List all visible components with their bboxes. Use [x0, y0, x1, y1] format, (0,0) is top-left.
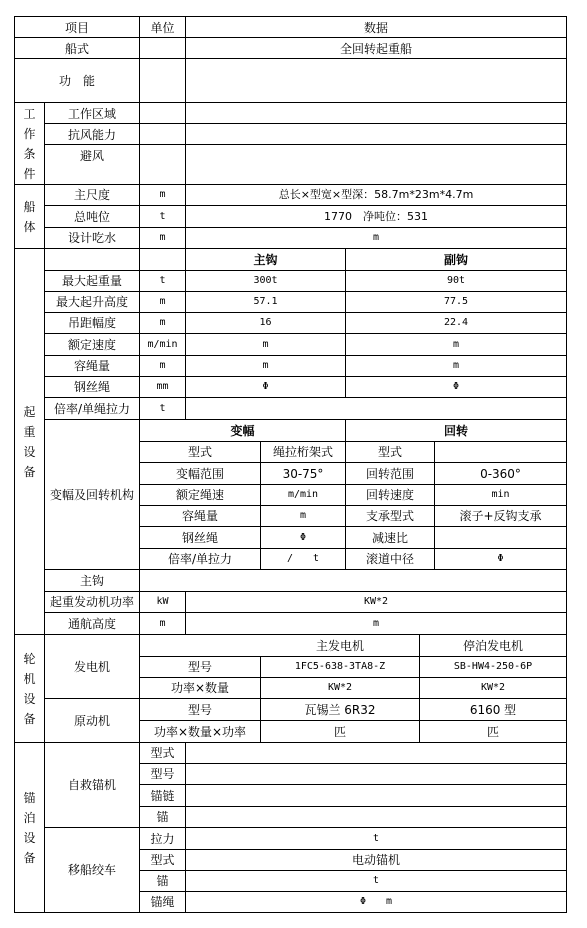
winch-row-value: Φ m: [359, 896, 393, 907]
engine-row-label: 功率×数量×功率: [153, 724, 247, 739]
crane-aux-hook-header: 副钩: [443, 252, 468, 267]
winch-row-label: 型式: [150, 853, 175, 867]
engine-group-text: 轮 机 设 备: [23, 651, 36, 726]
crane-row-aux: Φ: [452, 381, 460, 392]
crane-row-aux: m: [452, 360, 460, 371]
header-data: 数据: [363, 20, 388, 35]
header-item: 项目: [64, 20, 89, 35]
mech-left-label: 变幅范围: [175, 466, 224, 481]
engine-row-main: 1FC5-638-3TA8-Z: [294, 661, 386, 672]
crane-row-label: 倍率/单绳拉力: [53, 401, 131, 416]
mech-right-value: [435, 527, 566, 548]
generator-label: 发电机: [73, 659, 110, 674]
hull-draft-value: m: [372, 232, 380, 243]
work-group-label: [15, 103, 44, 184]
engine-row-stby: 6160 型: [469, 702, 517, 717]
engine-row-stby: KW*2: [480, 682, 506, 693]
work-group-text: 工 作 条 件: [23, 106, 36, 181]
hull-dim-unit: m: [159, 189, 166, 200]
crane-row-main: m: [262, 338, 269, 350]
crane-row-main: 57.1: [253, 296, 278, 307]
crane-row-main: Φ: [262, 381, 269, 392]
self-anchor-row-label: 锚链: [150, 788, 175, 803]
crane-row-unit: m/min: [147, 338, 178, 350]
clearance-value: m: [372, 617, 380, 629]
header-unit: 单位: [150, 20, 175, 35]
crane-row-aux: m: [452, 338, 460, 350]
crane-row-label: 最大起重量: [61, 274, 122, 288]
work-area-label: 工作区域: [67, 106, 116, 121]
work-shelter-label: 避风: [79, 149, 104, 163]
crane-engine-unit: kW: [156, 596, 169, 607]
mooring-group-label: [15, 743, 44, 912]
crane-engine-label: 起重发动机功率: [49, 595, 134, 609]
crane-row-aux: 22.4: [443, 317, 469, 328]
mech-right-value: Φ: [497, 553, 504, 564]
mech-left-label: 钢丝绳: [181, 530, 218, 545]
crane-row-main: 300t: [253, 275, 278, 286]
mech-right-label: 回转速度: [365, 488, 414, 502]
crane-main-hook-header: 主钩: [253, 252, 278, 267]
engine-group-label: [15, 635, 44, 742]
winch-label: 移船绞车: [67, 863, 116, 877]
mech-right-label: 支承型式: [365, 509, 414, 523]
crane-row-unit: m: [159, 360, 166, 371]
crane-row-label: 额定速度: [67, 337, 116, 352]
mooring-group-text: 锚 泊 设 备: [23, 790, 36, 865]
mech-left-value: 绳拉桁架式: [272, 445, 333, 459]
mech-left-label: 额定绳速: [175, 488, 224, 502]
slew-title: 回转: [443, 423, 468, 438]
ship-type-label: 船式: [64, 41, 89, 56]
crane-row-label: 吊距幅度: [67, 316, 116, 330]
clearance-label: 通航高度: [67, 616, 116, 631]
main-gen-header: 主发电机: [315, 638, 364, 653]
mech-right-label: 回转范围: [365, 466, 414, 481]
crane-engine-value: KW*2: [363, 596, 389, 607]
mech-left-value: m: [299, 510, 307, 521]
hull-ton-label: 总吨位: [73, 209, 110, 224]
mech-left-value: 30-75°: [282, 466, 324, 481]
crane-row-label: 钢丝绳: [73, 380, 110, 394]
winch-row-value: t: [372, 875, 380, 886]
work-wind-label: 抗风能力: [67, 127, 116, 142]
mech-left-label: 型式: [187, 445, 212, 459]
hull-dim-value: 总长×型宽×型深：58.7m*23m*4.7m: [278, 188, 474, 201]
winch-row-label: 锚绳: [150, 895, 175, 909]
self-anchor-row-label: 型号: [150, 767, 175, 781]
stby-gen-header: 停泊发电机: [462, 638, 523, 653]
crane-row-unit: mm: [156, 381, 169, 392]
engine-row-label: 型号: [187, 660, 212, 674]
crane-row-main: m: [262, 360, 269, 371]
mech-left-value: Φ: [299, 531, 307, 543]
hull-dim-label: 主尺度: [73, 188, 110, 202]
mech-right-label: 型式: [377, 445, 402, 459]
crane-row-unit: t: [159, 402, 166, 414]
crane-row-aux: 77.5: [443, 296, 469, 307]
engine-row-main: KW*2: [327, 682, 353, 693]
mech-right-value: 滚子+反钩支承: [459, 509, 542, 523]
hull-group-label: [15, 185, 44, 248]
mech-left-value: m/min: [287, 489, 319, 500]
clearance-unit: m: [159, 617, 166, 629]
crane-group-text: 起 重 设 备: [23, 404, 36, 479]
hull-group-text: 船 体: [23, 199, 36, 234]
mech-left-label: 倍率/单拉力: [167, 552, 233, 566]
main-hook-row-label: 主钩: [79, 573, 104, 588]
mech-right-value: [435, 442, 566, 462]
engine-row-stby: SB-HW4-250-6P: [453, 661, 533, 672]
mech-right-label: 减速比: [371, 530, 408, 545]
crane-row-unit: m: [159, 317, 166, 328]
engine-row-label: 功率×数量: [170, 681, 230, 695]
mech-right-label: 滚道中径: [365, 552, 414, 566]
self-anchor-row-label: 锚: [156, 810, 169, 824]
hull-ton-value: 1770 净吨位：531: [324, 209, 428, 223]
winch-row-label: 锚: [156, 874, 169, 888]
crane-row-label: 容绳量: [73, 359, 110, 373]
self-anchor-row-value: [186, 807, 566, 827]
crane-row-label: 最大起升高度: [55, 295, 128, 309]
engine-row-label: 型号: [187, 702, 212, 717]
mech-right-value: 0-360°: [480, 466, 521, 481]
engine-row-main: 匹: [333, 724, 346, 739]
mech-left-value: / t: [286, 553, 320, 564]
crane-row-unit: t: [159, 275, 166, 286]
hull-ton-unit: t: [159, 210, 166, 222]
crane-group-label: [15, 249, 44, 634]
mech-label: 变幅及回转机构: [49, 487, 134, 502]
engine-row-main: 瓦锡兰 6R32: [304, 702, 376, 717]
crane-row-unit: m: [159, 296, 166, 307]
self-anchor-label: 自救锚机: [67, 778, 116, 792]
self-anchor-row-value: [186, 743, 566, 763]
winch-row-value: t: [372, 832, 380, 844]
ship-type-value: 全回转起重船: [339, 41, 412, 56]
engine-row-stby: 匹: [486, 724, 499, 739]
mech-right-value: min: [491, 489, 510, 500]
mech-left-label: 容绳量: [181, 509, 218, 523]
hull-draft-label: 设计吃水: [67, 231, 116, 245]
winch-row-value: 电动锚机: [351, 853, 400, 867]
winch-row-label: 拉力: [150, 831, 175, 846]
crane-row-aux: 90t: [446, 275, 466, 286]
luff-title: 变幅: [230, 423, 255, 438]
self-anchor-row-label: 型式: [150, 746, 175, 760]
self-anchor-row-value: [186, 764, 566, 784]
crane-row-main: 16: [259, 317, 272, 328]
prime-mover-label: 原动机: [73, 713, 110, 728]
hull-draft-unit: m: [159, 232, 166, 243]
self-anchor-row-value: [186, 785, 566, 806]
function-label: 功 能: [58, 73, 95, 88]
